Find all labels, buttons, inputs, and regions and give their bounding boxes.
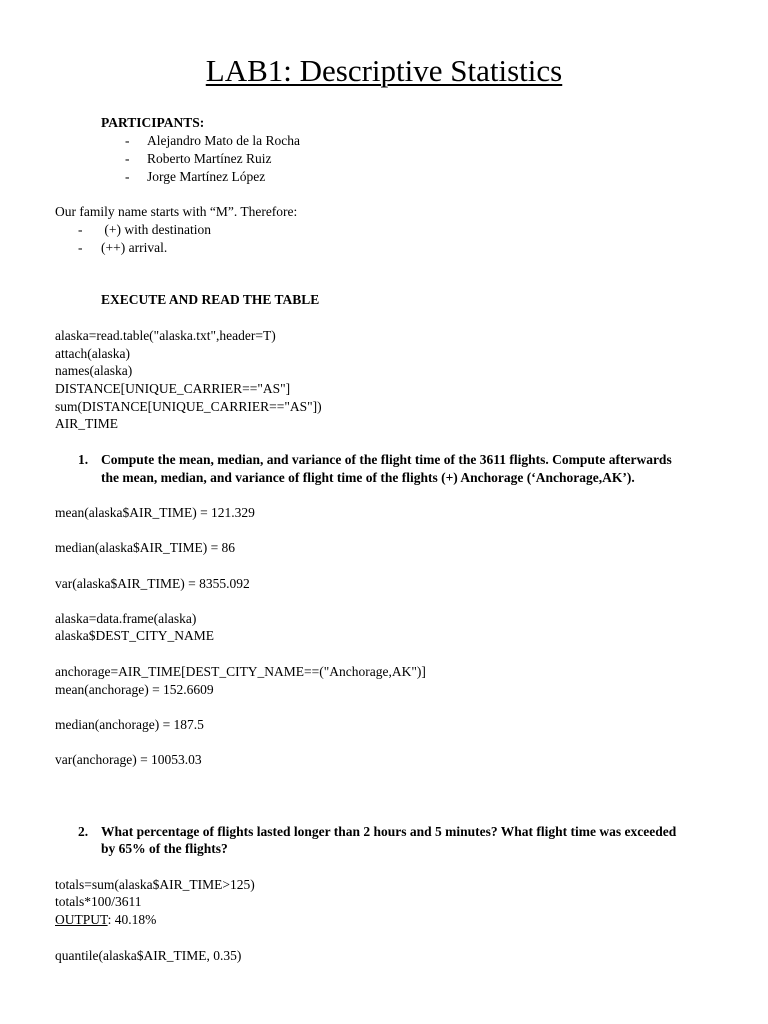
q1-anchorage-median: median(anchorage) = 187.5 bbox=[55, 717, 204, 732]
family-intro: Our family name starts with “M”. Therefore: bbox=[55, 204, 298, 219]
family-item-destination: (+) with destination bbox=[101, 222, 211, 237]
participant-name: Roberto Martínez Ruiz bbox=[147, 151, 272, 166]
q1-mean: mean(alaska$AIR_TIME) = 121.329 bbox=[55, 505, 255, 520]
participant-bullet: - bbox=[125, 169, 130, 184]
page-title: LAB1: Descriptive Statistics bbox=[205, 53, 563, 88]
q2-code-totals: totals=sum(alaska$AIR_TIME>125) bbox=[55, 877, 255, 892]
q1-variance: var(alaska$AIR_TIME) = 8355.092 bbox=[55, 576, 250, 591]
code-line: DISTANCE[UNIQUE_CARRIER=="AS"] bbox=[55, 381, 291, 396]
q1-median: median(alaska$AIR_TIME) = 86 bbox=[55, 540, 236, 555]
q2-code-percentage: totals*100/3611 bbox=[55, 894, 142, 909]
q1-anchorage-subset: anchorage=AIR_TIME[DEST_CITY_NAME==("Anchorage,AK")] bbox=[55, 664, 426, 679]
q1-dataframe: alaska=data.frame(alaska) bbox=[55, 611, 197, 626]
code-line: sum(DISTANCE[UNIQUE_CARRIER=="AS"]) bbox=[55, 399, 322, 414]
participants-heading: PARTICIPANTS: bbox=[101, 115, 205, 130]
family-bullet: - bbox=[78, 222, 83, 237]
code-line: attach(alaska) bbox=[55, 346, 130, 361]
q1-dest-city: alaska$DEST_CITY_NAME bbox=[55, 628, 214, 643]
code-line: AIR_TIME bbox=[55, 416, 118, 431]
participant-bullet: - bbox=[125, 133, 130, 148]
question-2-number: 2. bbox=[78, 824, 89, 839]
question-2-text-line-2: by 65% of the flights? bbox=[101, 841, 228, 856]
q1-anchorage-variance: var(anchorage) = 10053.03 bbox=[55, 752, 202, 767]
q1-anchorage-mean: mean(anchorage) = 152.6609 bbox=[55, 682, 214, 697]
question-1-number: 1. bbox=[78, 452, 89, 467]
q2-output-value: : 40.18% bbox=[107, 912, 157, 927]
participant-name: Alejandro Mato de la Rocha bbox=[147, 133, 300, 148]
q2-quantile: quantile(alaska$AIR_TIME, 0.35) bbox=[55, 948, 242, 963]
question-2-text-line-1: What percentage of flights lasted longer than 2 hours and 5 minutes? What flight time was exceeded bbox=[101, 824, 677, 839]
code-line: alaska=read.table("alaska.txt",header=T) bbox=[55, 328, 276, 343]
q2-output-label: OUTPUT bbox=[55, 912, 108, 927]
code-line: names(alaska) bbox=[55, 363, 133, 378]
participant-bullet: - bbox=[125, 151, 130, 166]
question-1-text-line-1: Compute the mean, median, and variance of the flight time of the 3611 flights. Compute afterwards bbox=[101, 452, 672, 467]
family-item-arrival: (++) arrival. bbox=[101, 240, 168, 255]
q2-output bbox=[55, 911, 156, 928]
participant-name: Jorge Martínez López bbox=[147, 169, 266, 184]
execute-heading: EXECUTE AND READ THE TABLE bbox=[101, 292, 320, 307]
question-1-text-line-2: the mean, median, and variance of flight time of the flights (+) Anchorage (‘Anchorage,AK’). bbox=[101, 470, 635, 485]
family-bullet: - bbox=[78, 240, 83, 255]
